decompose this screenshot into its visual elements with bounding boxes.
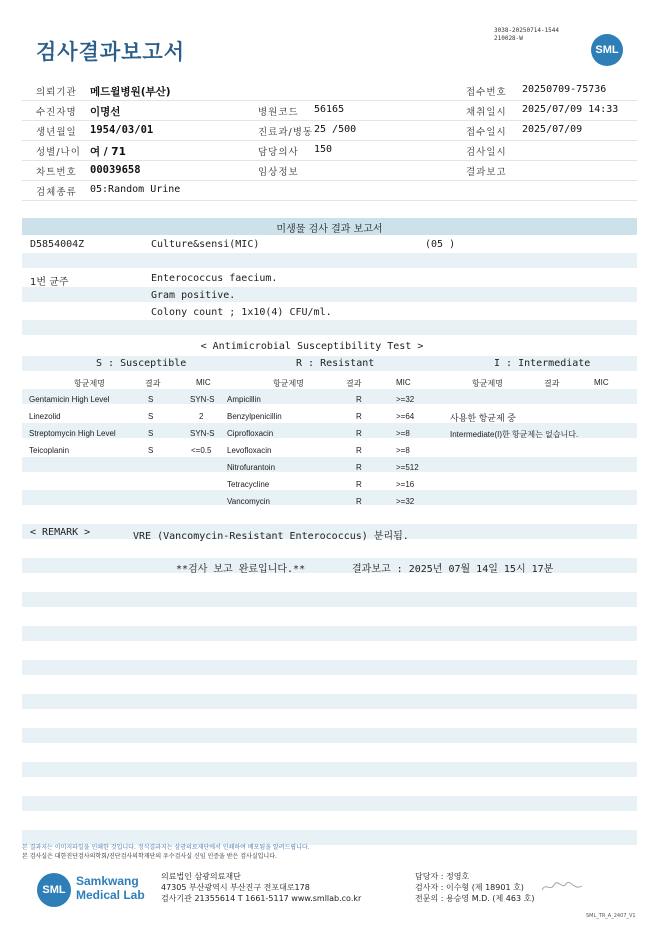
hospital-code-label: 병원코드 <box>258 107 299 118</box>
sml-logo-icon: SML <box>591 34 623 66</box>
drug-name: Nitrofurantoin <box>227 463 276 472</box>
remark-label: < REMARK > <box>30 527 91 538</box>
col-header-drug: 항균제명 <box>74 379 105 388</box>
drug-name: Benzylpenicillin <box>227 412 282 421</box>
drug-mic: >=512 <box>396 463 419 472</box>
drug-mic: SYN-S <box>190 429 215 438</box>
report-time: 결과보고 : 2025년 07월 14일 15시 17분 <box>352 564 554 575</box>
drug-name: Vancomycin <box>227 497 270 506</box>
drug-result: S <box>148 429 154 438</box>
patient-name-value: 이명선 <box>90 106 121 118</box>
test-date-label: 검사일시 <box>466 147 507 158</box>
band <box>22 762 637 777</box>
doctor-value: 150 <box>314 144 333 155</box>
footer-note-certification: 본 검사실은 대한진단검사의학회/진단검사의학재단의 우수검사실 신임 인증을 받은 검사실입니다. <box>22 853 277 860</box>
band <box>22 626 637 641</box>
receipt-date-label: 접수일시 <box>466 127 507 138</box>
drug-name: Linezolid <box>29 412 61 421</box>
drug-result: S <box>148 446 154 455</box>
document-id-line1: 3038-20250714-1544 <box>494 27 560 34</box>
organism-label: 1번 균주 <box>30 277 69 288</box>
band <box>22 592 637 607</box>
col-header-drug: 항균제명 <box>273 379 304 388</box>
receipt-no-label: 접수번호 <box>466 87 507 98</box>
drug-result: R <box>356 446 362 455</box>
drug-result: S <box>148 412 154 421</box>
doctor-label: 담당의사 <box>258 147 299 158</box>
company-name-line1: Samkwang <box>76 874 139 888</box>
dept-label: 진료과/병동 <box>258 127 314 138</box>
legend-susceptible: S : Susceptible <box>96 358 187 369</box>
band <box>22 728 637 743</box>
drug-result: S <box>148 395 154 404</box>
drug-mic: >=8 <box>396 446 410 455</box>
receipt-date-value: 2025/07/09 <box>522 124 583 135</box>
drug-name: Ampicillin <box>227 395 261 404</box>
col-header-result: 결과 <box>346 379 362 388</box>
band <box>22 457 637 472</box>
info-row-4 <box>22 140 637 161</box>
clinical-label: 임상정보 <box>258 167 299 178</box>
band <box>22 320 637 335</box>
band <box>22 694 637 709</box>
band <box>22 796 637 811</box>
hospital-code-value: 56165 <box>314 104 345 115</box>
page-title: 검사결과보고서 <box>36 40 186 64</box>
staff-info <box>415 871 534 904</box>
test-name: Culture&sensi(MIC) <box>151 239 260 250</box>
band <box>22 389 637 404</box>
legend-intermediate: I : Intermediate <box>494 358 591 369</box>
info-row-5 <box>22 160 637 181</box>
intermediate-note: 사용한 항균제 중 <box>450 413 516 423</box>
dept-value: 25 /500 <box>314 124 357 135</box>
drug-result: R <box>356 412 362 421</box>
drug-mic: >=16 <box>396 480 415 489</box>
chart-no-label: 차트번호 <box>36 167 77 178</box>
drug-name: Tetracycline <box>227 480 270 489</box>
organism-line: Gram positive. <box>151 290 236 301</box>
drug-name: Gentamicin High Level <box>29 395 110 404</box>
request-org-value: 메드윌병원(부산) <box>90 86 171 98</box>
specimen-label: 검체종류 <box>36 187 77 198</box>
col-header-result: 결과 <box>544 379 560 388</box>
report-section-title: 미생물 검사 결과 보고서 <box>276 224 383 235</box>
chart-no-value: 00039658 <box>90 164 141 176</box>
drug-mic: >=32 <box>396 497 415 506</box>
org-info <box>161 871 361 904</box>
col-header-mic: MIC <box>196 378 211 387</box>
band <box>22 490 637 505</box>
drug-result: R <box>356 497 362 506</box>
col-header-mic: MIC <box>396 378 411 387</box>
specimen-value: 05:Random Urine <box>90 184 181 195</box>
request-org-label: 의뢰기관 <box>36 87 77 98</box>
signature-icon <box>540 880 584 894</box>
staff-manager: 담당자 : 정영호 <box>415 872 470 881</box>
staff-specialist: 전문의 : 용승영 M.D. (제 463 호) <box>415 894 535 903</box>
ast-title: < Antimicrobial Susceptibility Test > <box>200 341 424 352</box>
birth-label: 생년월일 <box>36 127 77 138</box>
col-header-result: 결과 <box>145 379 161 388</box>
info-row-2 <box>22 100 637 121</box>
drug-mic: >=32 <box>396 395 415 404</box>
document-id <box>494 27 559 43</box>
birth-value: 1954/03/01 <box>90 124 154 136</box>
receipt-no-value: 20250709-75736 <box>522 84 607 95</box>
drug-name: Levofloxacin <box>227 446 272 455</box>
band <box>22 660 637 675</box>
info-row-6 <box>22 180 637 201</box>
collect-date-label: 채취일시 <box>466 107 507 118</box>
organism-line: Enterococcus faecium. <box>151 273 278 284</box>
report-complete-message: **검사 보고 완료입니다.** <box>176 564 306 575</box>
org-address: 47305 부산광역시 부산진구 전포대로178 <box>161 883 310 892</box>
drug-result: R <box>356 429 362 438</box>
remark-text: VRE (Vancomycin-Resistant Enterococcus) 분리됨. <box>133 531 409 542</box>
intermediate-note: Intermediate(I)한 항균제는 없습니다. <box>450 430 579 439</box>
company-name-line2: Medical Lab <box>76 888 145 902</box>
drug-name: Teicoplanin <box>29 446 70 455</box>
sex-age-value: 여 / 71 <box>90 146 126 158</box>
drug-mic: SYN-S <box>190 395 215 404</box>
band <box>22 287 637 302</box>
drug-name: Ciprofloxacin <box>227 429 274 438</box>
staff-tester: 검사자 : 이수형 (제 18901 호) <box>415 883 524 892</box>
organism-line: Colony count ; 1x10(4) CFU/ml. <box>151 307 332 318</box>
form-code: SML_TR_A_2407_V1 <box>586 913 636 919</box>
collect-date-value: 2025/07/09 14:33 <box>522 104 619 115</box>
test-code: D5854004Z <box>30 239 85 250</box>
drug-mic: <=0.5 <box>191 446 212 455</box>
patient-name-label: 수진자명 <box>36 107 77 118</box>
drug-result: R <box>356 395 362 404</box>
drug-mic: 2 <box>199 412 204 421</box>
result-report-label: 결과보고 <box>466 167 507 178</box>
org-name: 의료법인 삼광의료재단 <box>161 872 241 881</box>
legend-resistant: R : Resistant <box>296 358 375 369</box>
drug-result: R <box>356 463 362 472</box>
info-row-3 <box>22 120 637 141</box>
sex-age-label: 성별/나이 <box>36 147 81 158</box>
info-row-1 <box>22 80 637 101</box>
col-header-mic: MIC <box>594 378 609 387</box>
drug-name: Streptomycin High Level <box>29 429 116 438</box>
test-count: (05 ) <box>425 239 456 250</box>
col-header-drug: 항균제명 <box>472 379 503 388</box>
drug-result: R <box>356 480 362 489</box>
company-name <box>76 874 145 902</box>
footer-note-image: 본 결과지는 이미지파일을 인쇄한 것입니다. 정식결과지는 삼광의료재단에서 인쇄하여 배포됨을 알려드립니다. <box>22 844 310 851</box>
drug-mic: >=8 <box>396 429 410 438</box>
sml-footer-logo-icon: SML <box>37 873 71 907</box>
drug-mic: >=64 <box>396 412 415 421</box>
document-id-line2: 210028-W <box>494 35 523 42</box>
band <box>22 253 637 268</box>
org-contact: 검사기관 21355614 T 1661-5117 www.smllab.co.kr <box>161 894 362 903</box>
